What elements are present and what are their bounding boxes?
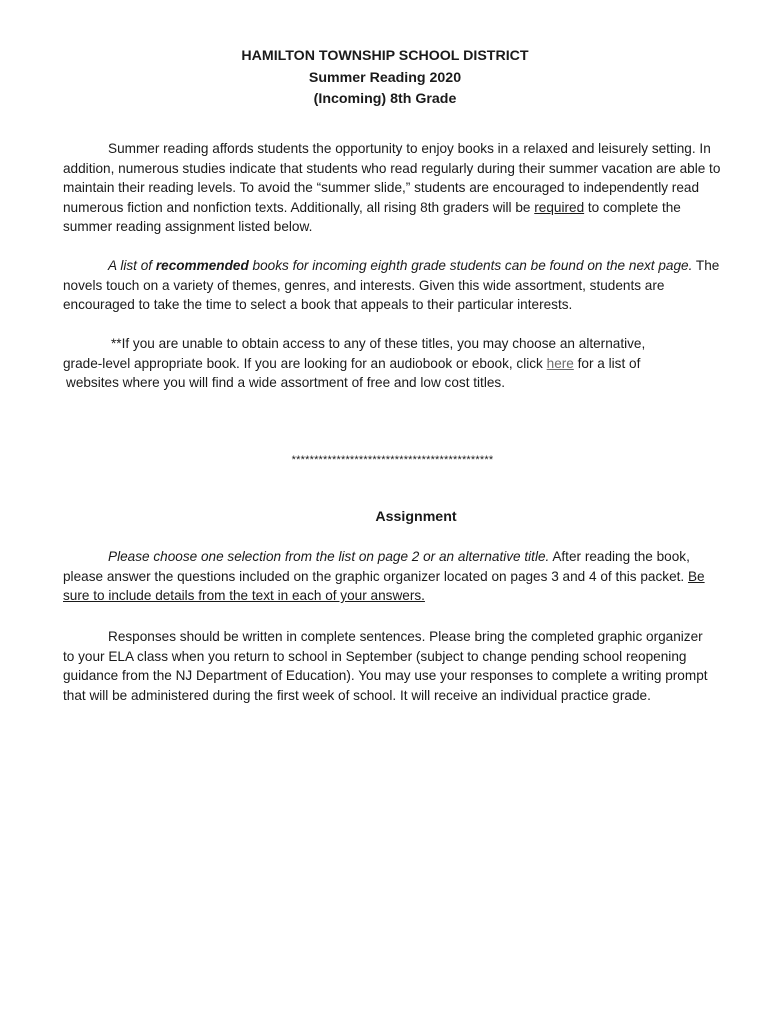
intro-paragraph: [63, 139, 723, 237]
alternative-line3: websites where you will find a wide assortment of free and low cost titles.: [66, 375, 505, 390]
responses-paragraph: [63, 627, 713, 705]
recommended-italic-end: books for incoming eighth grade students can be found on the next page.: [248, 258, 693, 273]
required-word: required: [534, 199, 585, 215]
assignment-text: After reading the book, please answer the questions included on the graphic organizer located on pages 3 and 4 of this packet.: [63, 549, 690, 584]
here-link[interactable]: here: [546, 355, 574, 371]
assignment-underlined: Be sure to include details from the text in each of your answers.: [63, 568, 705, 603]
responses-text: Responses should be written in complete sentences. Please bring the completed graphic organizer to your ELA class when you return to school in September (subject to change pending school reopening guidance from the NJ Department of Education). You may use your responses to complete a writing prompt that will be administered during the first week of school. It will receive an individual practice grade.: [63, 629, 708, 703]
district-name: HAMILTON TOWNSHIP SCHOOL DISTRICT: [241, 48, 529, 64]
assignment-heading: Assignment: [375, 509, 457, 525]
program-title: Summer Reading 2020: [308, 69, 462, 86]
assignment-italic: Please choose one selection from the list on page 2 or an alternative title.: [108, 549, 550, 564]
grade-level: (Incoming) 8th Grade: [313, 91, 457, 107]
assignment-paragraph: [63, 547, 723, 606]
recommended-italic-start: A list of: [108, 258, 156, 273]
recommended-paragraph: [63, 256, 723, 315]
alternative-line1: **If you are unable to obtain access to any of these titles, you may choose an alternative,: [111, 336, 646, 351]
intro-text: Summer reading affords students the opportunity to enjoy books in a relaxed and leisurely setting. In addition, numerous studies indicate that students who read regularly during their summer vacation are able to maintain their reading levels. To avoid the “summer slide,” students are encouraged to independently read numerous fiction and nonfiction texts. Additionally, all rising 8th graders will be: [63, 141, 721, 215]
alternative-line2-end: for a list of: [573, 355, 641, 371]
intro-text-end: to complete the summer reading assignment listed below.: [63, 199, 681, 234]
section-divider: *********************************************: [291, 454, 494, 466]
alternative-paragraph: [63, 334, 673, 393]
recommended-bold-word: recommended: [155, 258, 249, 273]
alternative-line2: grade-level appropriate book. If you are looking for an audiobook or ebook, click: [63, 355, 547, 371]
recommended-rest: The novels touch on a variety of themes, genres, and interests. Given this wide assortment, students are encouraged to take the time to select a book that appeals to their particular interests.: [63, 258, 720, 312]
document-header: [0, 46, 770, 111]
